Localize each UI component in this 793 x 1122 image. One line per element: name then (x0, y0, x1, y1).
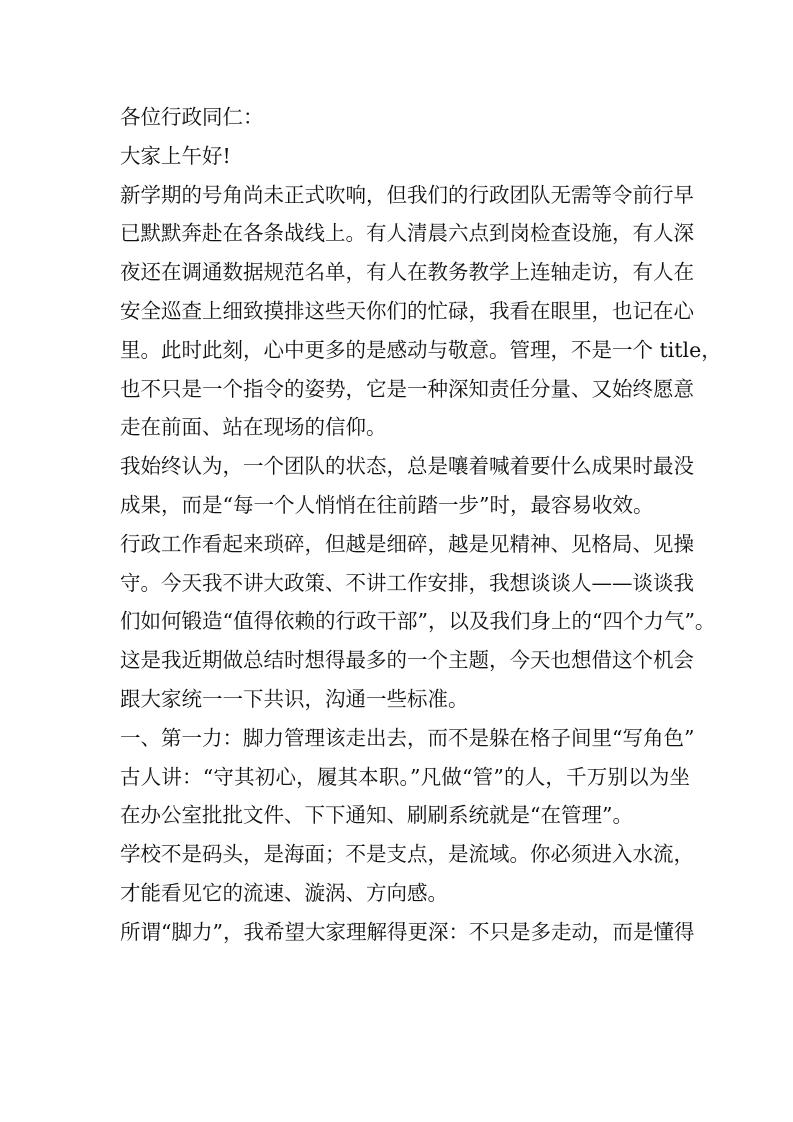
text-line: 大家上午好! (120, 143, 231, 168)
text-line: 学校不是码头，是海面；不是支点，是流域。你必须进入水流， (120, 842, 694, 867)
paragraph (120, 835, 694, 913)
paragraph (120, 447, 694, 525)
text-line: 守。今天我不讲大政策、不讲工作安排，我想谈谈人——谈谈我 (120, 570, 694, 595)
text-line: 安全巡查上细致摸排这些天你们的忙碌，我看在眼里，也记在心 (120, 298, 694, 323)
text-line: 所谓“脚力”，我希望大家理解得更深：不只是多走动，而是懂得 (120, 919, 695, 944)
text-line: 里。此时此刻，心中更多的是感动与敬意。管理，不是一个 title， (120, 337, 722, 362)
paragraph (120, 525, 716, 719)
paragraph (120, 98, 690, 137)
text-line: 走在前面、站在现场的信仰。 (120, 415, 387, 440)
text-line: 成果，而是“每一个人悄悄在往前踏一步”时，最容易收效。 (120, 492, 654, 517)
text-line: 才能看见它的流速、漩涡、方向感。 (120, 880, 448, 905)
paragraph (120, 176, 722, 448)
text-line: 行政工作看起来琐碎，但越是细碎，越是见精神、见格局、见操 (120, 531, 694, 556)
text-line: 跟大家统一一下共识，沟通一些标准。 (120, 686, 469, 711)
paragraph (120, 137, 690, 176)
paragraph (120, 913, 695, 952)
text-line: 夜还在调通数据规范名单，有人在教务教学上连轴走访，有人在 (120, 260, 694, 285)
paragraph (120, 719, 695, 758)
text-line: 这是我近期做总结时想得最多的一个主题，今天也想借这个机会 (120, 648, 694, 673)
document-body (120, 98, 722, 952)
text-line: 新学期的号角尚未正式吹响，但我们的行政团队无需等令前行早 (120, 182, 694, 207)
text-line: 我始终认为，一个团队的状态，总是嚷着喊着要什么成果时最没 (120, 454, 694, 479)
text-line: 已默默奔赴在各条战线上。有人清晨六点到岗检查设施，有人深 (120, 221, 694, 246)
text-line: 古人讲：“守其初心，履其本职。”凡做“管”的人，千万别以为坐 (120, 764, 690, 789)
text-line: 一、第一力：脚力管理该走出去，而不是躲在格子间里“写角色” (120, 725, 695, 750)
paragraph (120, 758, 690, 836)
text-line: 各位行政同仁： (120, 105, 264, 129)
text-line: 在办公室批批文件、下下通知、刷刷系统就是“在管理”。 (120, 803, 633, 828)
text-line: 们如何锻造“值得依赖的行政干部”，以及我们身上的“四个力气”。 (120, 609, 716, 634)
text-line: 也不只是一个指令的姿势，它是一种深知责任分量、又始终愿意 (120, 376, 694, 401)
